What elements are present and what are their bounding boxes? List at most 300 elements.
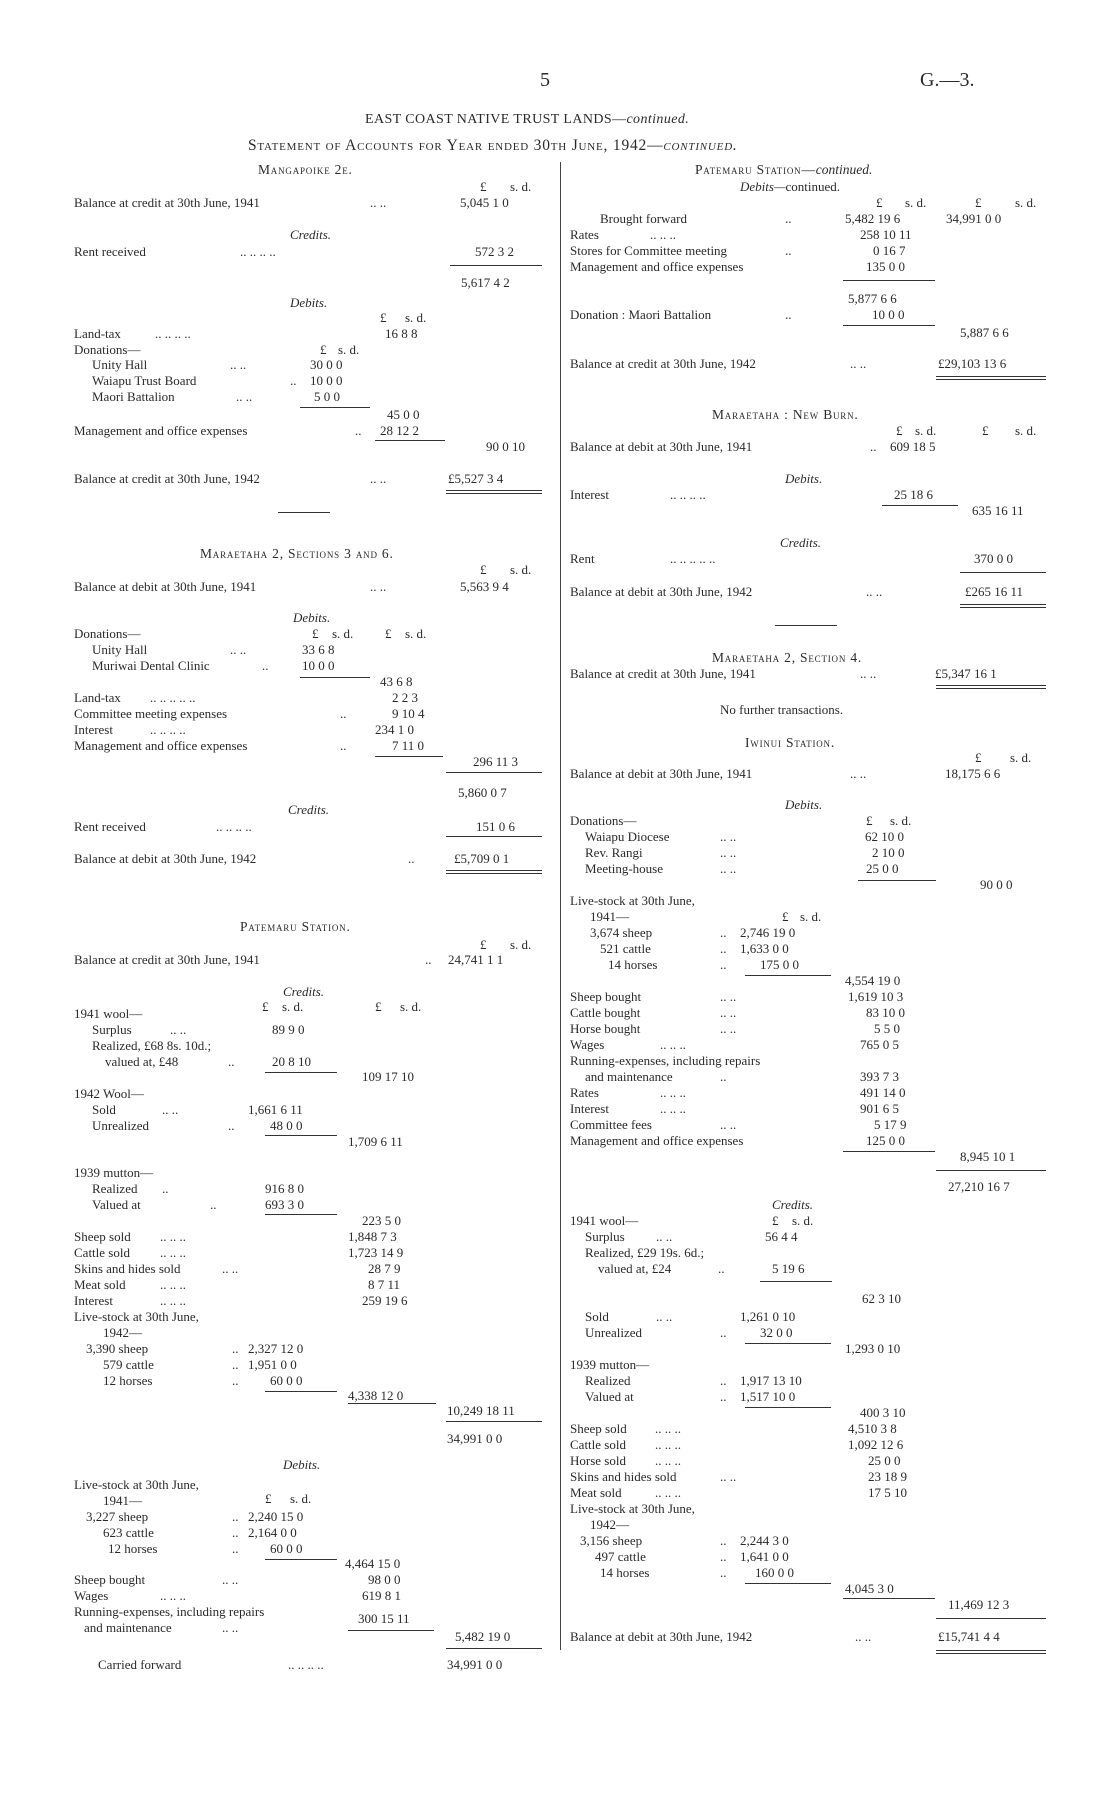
section-separator	[775, 625, 837, 626]
leader-dots: .. ..	[850, 356, 867, 371]
debits-total: 8,945 10 1	[960, 1149, 1016, 1164]
wool-1942-label: 1942 Wool—	[74, 1086, 144, 1101]
rule	[936, 376, 1046, 377]
rule	[936, 1170, 1046, 1171]
leader-dots: .. ..	[720, 1117, 737, 1132]
wages-label: Wages	[74, 1588, 109, 1603]
credits-heading: Credits.	[288, 802, 330, 817]
management-value: 135 0 0	[866, 259, 905, 274]
running-expenses-label: Running-expenses, including repairs	[570, 1053, 761, 1068]
rule	[936, 379, 1046, 380]
title-continued: continued.	[626, 112, 690, 127]
donations-label: Donations—	[570, 813, 637, 828]
header-pound: £	[876, 195, 883, 210]
land-tax-value: 16 8 8	[385, 326, 418, 341]
donations-pound: £	[320, 342, 327, 357]
heading-main: Patemaru Station—	[695, 162, 816, 177]
leader-dots: ..	[232, 1509, 239, 1524]
leader-dots: ..	[720, 1069, 727, 1084]
credits-heading: Credits.	[772, 1197, 814, 1212]
sheep-bought-value: 98 0 0	[368, 1572, 401, 1587]
leader-dots: .. .. .. ..	[150, 722, 186, 737]
balance-1941-value: 5,045 1 0	[460, 195, 509, 210]
document-title	[365, 113, 689, 127]
rent-value: 370 0 0	[974, 551, 1013, 566]
rule	[936, 1653, 1046, 1654]
debits-pound: £	[265, 1491, 272, 1506]
running-expenses-value: 300 15 11	[358, 1611, 410, 1626]
horse-sold-value: 25 0 0	[868, 1453, 901, 1468]
leader-dots: ..	[720, 941, 727, 956]
leader-dots: ..	[785, 211, 792, 226]
sub-heading-main: Debits—	[740, 179, 786, 194]
running-expenses-label-2: and maintenance	[585, 1069, 673, 1084]
rule	[858, 880, 936, 881]
livestock-cattle-label: 579 cattle	[103, 1357, 154, 1372]
leader-dots: ..	[785, 307, 792, 322]
running-expenses-label-2: and maintenance	[84, 1620, 172, 1635]
livestock-1941-label: Live-stock at 30th June,	[570, 893, 695, 908]
credits-total: 11,469 12 3	[948, 1597, 1010, 1612]
leader-dots: .. .. ..	[660, 1085, 686, 1100]
leader-dots: .. .. ..	[160, 1229, 186, 1244]
header-sd-2: s. d.	[1015, 423, 1037, 438]
rule	[300, 677, 370, 678]
leader-dots: .. ..	[170, 1022, 187, 1037]
donation-rev-rangi-label: Rev. Rangi	[585, 845, 643, 860]
donation-waiapu-diocese-value: 62 10 0	[865, 829, 904, 844]
leader-dots: ..	[232, 1373, 239, 1388]
surplus-label: Surplus	[92, 1022, 132, 1037]
livestock-horses-value: 60 0 0	[270, 1373, 303, 1388]
cls-horses-value: 160 0 0	[755, 1565, 794, 1580]
total: 5,887 6 6	[960, 325, 1009, 340]
leader-dots: ..	[162, 1181, 169, 1196]
leader-dots: .. ..	[162, 1102, 179, 1117]
leader-dots: ..	[232, 1525, 239, 1540]
donations-total: 43 6 8	[380, 674, 413, 689]
rule	[960, 607, 1046, 608]
leader-dots: .. ..	[860, 666, 877, 681]
header-sd: s. d.	[905, 195, 927, 210]
unrealized-value: 32 0 0	[760, 1325, 793, 1340]
leader-dots: .. ..	[720, 1469, 737, 1484]
livestock-sd: s. d.	[800, 909, 822, 924]
rent-received-value: 151 0 6	[476, 819, 515, 834]
management-label: Management and office expenses	[570, 259, 744, 274]
debits-pound: £	[312, 626, 319, 641]
rule	[265, 1391, 337, 1392]
leader-dots: ..	[408, 851, 415, 866]
header-pound: £	[975, 750, 982, 765]
rule	[446, 772, 542, 773]
leader-dots: .. ..	[720, 845, 737, 860]
header-sd: s. d.	[1010, 750, 1032, 765]
rule	[375, 440, 445, 441]
leader-dots: ..	[232, 1541, 239, 1556]
committee-expenses-label: Committee meeting expenses	[74, 706, 228, 721]
credits-pound-2: £	[375, 999, 382, 1014]
leader-dots: .. .. ..	[160, 1277, 186, 1292]
no-further-transactions: No further transactions.	[720, 702, 844, 717]
leader-dots: ..	[720, 1389, 727, 1404]
sold-label: Sold	[92, 1102, 116, 1117]
cattle-bought-label: Cattle bought	[570, 1005, 641, 1020]
dl-cattle-value: 2,164 0 0	[248, 1525, 297, 1540]
leader-dots: .. ..	[230, 642, 247, 657]
brought-forward-label: Brought forward	[600, 211, 688, 226]
sheep-bought-label: Sheep bought	[570, 989, 642, 1004]
mutton-valued-label: Valued at	[92, 1197, 141, 1212]
rent-label: Rent	[570, 551, 595, 566]
donation-unity-hall-value: 33 6 8	[302, 642, 335, 657]
sheep-sold-value: 1,848 7 3	[348, 1229, 397, 1244]
valued-label: valued at, £24	[598, 1261, 672, 1276]
livestock-sheep-label: 3,390 sheep	[86, 1341, 149, 1356]
dl-cattle-label: 623 cattle	[103, 1525, 154, 1540]
section-separator	[278, 512, 330, 513]
livestock-1942-label: Live-stock at 30th June,	[570, 1501, 695, 1516]
cls-sheep-label: 3,156 sheep	[580, 1533, 643, 1548]
balance-1941-value: 609 18 5	[890, 439, 936, 454]
leader-dots: .. .. ..	[660, 1101, 686, 1116]
document-subtitle	[248, 138, 738, 154]
dl-total: 4,464 15 0	[345, 1556, 401, 1571]
rule	[843, 1598, 935, 1599]
mutton-1939-label: 1939 mutton—	[74, 1165, 154, 1180]
credits-pound: £	[772, 1213, 779, 1228]
leader-dots: ..	[290, 373, 297, 388]
sheep-bought-value: 1,619 10 3	[848, 989, 904, 1004]
leader-dots: ..	[355, 423, 362, 438]
livestock-horses-label: 12 horses	[103, 1373, 153, 1388]
donations-label: Donations—	[74, 342, 141, 357]
cls-sheep-value: 2,244 3 0	[740, 1533, 789, 1548]
rent-received-label: Rent received	[74, 819, 146, 834]
leader-dots: ..	[720, 1549, 727, 1564]
credits-pound: £	[262, 999, 269, 1014]
cls-cattle-value: 1,641 0 0	[740, 1549, 789, 1564]
leader-dots: .. .. .. ..	[155, 326, 191, 341]
dl-sheep-label: 3,227 sheep	[86, 1509, 149, 1524]
interest-value: 25 18 6	[894, 487, 933, 502]
ls-total: 4,554 19 0	[845, 973, 901, 988]
debits-heading: Debits.	[290, 295, 328, 310]
leader-dots: ..	[232, 1357, 239, 1372]
rule	[745, 1407, 831, 1408]
debits-total: 5,482 19 0	[455, 1629, 511, 1644]
sheep-sold-value: 4,510 3 8	[848, 1421, 897, 1436]
valued-value: 5 19 6	[772, 1261, 805, 1276]
rates-label: Rates	[570, 227, 599, 242]
donation-muriwai-label: Muriwai Dental Clinic	[92, 658, 210, 673]
rule	[348, 1630, 434, 1631]
balance-1942-value: £5,709 0 1	[454, 851, 510, 866]
balance-1941-label: Balance at debit at 30th June, 1941	[570, 766, 753, 781]
donations-sd: s. d.	[338, 342, 360, 357]
debits-heading: Debits.	[293, 610, 331, 625]
dl-sheep-value: 2,240 15 0	[248, 1509, 304, 1524]
rent-received-value: 572 3 2	[475, 244, 514, 259]
surplus-value: 89 9 0	[272, 1022, 305, 1037]
donation-meeting-house-label: Meeting-house	[585, 861, 663, 876]
balance-1941-value: 24,741 1 1	[448, 952, 504, 967]
cattle-bought-value: 83 10 0	[866, 1005, 905, 1020]
leader-dots: .. .. ..	[660, 1037, 686, 1052]
mutton-realized-value: 916 8 0	[265, 1181, 304, 1196]
header-pound: £	[896, 423, 903, 438]
sub-heading	[740, 180, 840, 193]
subtotal: 27,210 16 7	[948, 1179, 1010, 1194]
debits-pound: £	[380, 310, 387, 325]
rule	[348, 1403, 436, 1404]
mutton-1939-label: 1939 mutton—	[570, 1357, 650, 1372]
header-pound-2: £	[982, 423, 989, 438]
land-tax-value: 2 2 3	[392, 690, 418, 705]
rule	[446, 1421, 542, 1422]
rule	[265, 1214, 337, 1215]
leader-dots: ..	[232, 1341, 239, 1356]
rule	[936, 688, 1046, 689]
donation-waiapu-value: 10 0 0	[310, 373, 343, 388]
heading-continued: continued.	[815, 162, 873, 177]
leader-dots: .. .. ..	[160, 1293, 186, 1308]
debits-sd: s. d.	[332, 626, 354, 641]
interest-label: Interest	[570, 487, 609, 502]
section-heading-new-burn: Maraetaha : New Burn.	[712, 407, 859, 422]
wool-1941-label: 1941 wool—	[570, 1213, 639, 1228]
subtotal: 635 16 11	[972, 503, 1024, 518]
livestock-1942-label: Live-stock at 30th June,	[74, 1309, 199, 1324]
interest-label: Interest	[570, 1101, 609, 1116]
balance-1942-value: £29,103 13 6	[938, 356, 1007, 371]
balance-1942-label: Balance at debit at 30th June, 1942	[570, 584, 753, 599]
donation-muriwai-value: 10 0 0	[302, 658, 335, 673]
leader-dots: .. .. .. .. ..	[150, 690, 196, 705]
donation-unity-hall-value: 30 0 0	[310, 357, 343, 372]
balance-1942-label: Balance at credit at 30th June, 1942	[74, 471, 260, 486]
management-label: Management and office expenses	[570, 1133, 744, 1148]
credits-total: 10,249 18 11	[447, 1403, 515, 1418]
leader-dots: .. ..	[370, 471, 387, 486]
dl-horses-label: 12 horses	[108, 1541, 158, 1556]
donations-label: Donations—	[74, 626, 141, 641]
header-sd-2: s. d.	[1015, 195, 1037, 210]
leader-dots: .. .. ..	[655, 1421, 681, 1436]
donations-total: 90 0 0	[980, 877, 1013, 892]
management-value: 28 12 2	[380, 423, 419, 438]
leader-dots: ..	[720, 925, 727, 940]
stores-label: Stores for Committee meeting	[570, 243, 728, 258]
mutton-realized-label: Realized	[585, 1373, 631, 1388]
rent-received-label: Rent received	[74, 244, 146, 259]
leader-dots: .. ..	[720, 1005, 737, 1020]
balance-1941-label: Balance at credit at 30th June, 1941	[74, 952, 260, 967]
ls-horses-label: 14 horses	[608, 957, 658, 972]
unrealized-label: Unrealized	[585, 1325, 643, 1340]
rule	[265, 1135, 337, 1136]
stores-value: 0 16 7	[873, 243, 906, 258]
meat-sold-value: 17 5 10	[868, 1485, 907, 1500]
mutton-valued-label: Valued at	[585, 1389, 634, 1404]
leader-dots: .. ..	[720, 861, 737, 876]
cls-cattle-label: 497 cattle	[595, 1549, 646, 1564]
leader-dots: ..	[228, 1118, 235, 1133]
rule	[446, 1648, 542, 1649]
sold-total: 1,293 0 10	[845, 1341, 901, 1356]
debits-heading: Debits.	[283, 1457, 321, 1472]
unrealized-value: 48 0 0	[270, 1118, 303, 1133]
valued-value: 20 8 10	[272, 1054, 311, 1069]
brought-forward-value-2: 34,991 0 0	[946, 211, 1002, 226]
rule	[843, 325, 935, 326]
ls-cattle-label: 521 cattle	[600, 941, 651, 956]
balance-1941-label: Balance at debit at 30th June, 1941	[74, 579, 257, 594]
debits-total: 296 11 3	[473, 754, 519, 769]
dl-horses-value: 60 0 0	[270, 1541, 303, 1556]
leader-dots: .. .. ..	[160, 1245, 186, 1260]
management-value: 7 11 0	[392, 738, 425, 753]
unrealized-label: Unrealized	[92, 1118, 150, 1133]
sold-value: 1,661 6 11	[248, 1102, 303, 1117]
leader-dots: .. ..	[866, 584, 883, 599]
interest-value: 234 1 0	[375, 722, 414, 737]
header-pound: £	[480, 937, 487, 952]
cls-horses-label: 14 horses	[600, 1565, 650, 1580]
wool-1942-total: 1,709 6 11	[348, 1134, 403, 1149]
balance-1941-label: Balance at credit at 30th June, 1941	[570, 666, 756, 681]
leader-dots: ..	[785, 243, 792, 258]
skins-hides-value: 23 18 9	[868, 1469, 907, 1484]
debits-sd: s. d.	[405, 310, 427, 325]
credits-heading: Credits.	[780, 535, 822, 550]
committee-expenses-value: 9 10 4	[392, 706, 425, 721]
section-heading-maraetaha-4: Maraetaha 2, Section 4.	[712, 650, 863, 665]
leader-dots: .. .. .. .. ..	[670, 551, 716, 566]
mutton-valued-value: 693 3 0	[265, 1197, 304, 1212]
sheep-bought-label: Sheep bought	[74, 1572, 146, 1587]
section-heading-patemaru: Patemaru Station.	[240, 919, 351, 934]
leader-dots: ..	[210, 1197, 217, 1212]
subtitle-main: Statement of Accounts for Year ended 30th June, 1942—	[248, 137, 664, 154]
debits-heading: Debits.	[785, 797, 823, 812]
valued-label: valued at, £48	[105, 1054, 179, 1069]
ls-sheep-value: 2,746 19 0	[740, 925, 796, 940]
subtotal: 34,991 0 0	[447, 1431, 503, 1446]
header-sd: s. d.	[915, 423, 937, 438]
leader-dots: ..	[720, 1533, 727, 1548]
wool-total: 62 3 10	[862, 1291, 901, 1306]
donation-waiapu-label: Waiapu Trust Board	[92, 373, 197, 388]
livestock-pound: £	[782, 909, 789, 924]
rule	[446, 490, 542, 491]
rule	[936, 1618, 1046, 1619]
debits-sd-2: s. d.	[405, 626, 427, 641]
leader-dots: ..	[720, 1373, 727, 1388]
leader-dots: ..	[720, 957, 727, 972]
livestock-sheep-value: 2,327 12 0	[248, 1341, 304, 1356]
horse-sold-label: Horse sold	[570, 1453, 626, 1468]
donation-label: Donation : Maori Battalion	[570, 307, 712, 322]
debits-sd: s. d.	[890, 813, 912, 828]
title-main: EAST COAST NATIVE TRUST LANDS—	[365, 112, 627, 127]
leader-dots: .. .. ..	[655, 1485, 681, 1500]
carried-forward-value: 34,991 0 0	[447, 1657, 503, 1672]
surplus-label: Surplus	[585, 1229, 625, 1244]
cattle-sold-label: Cattle sold	[74, 1245, 130, 1260]
leader-dots: .. .. ..	[160, 1588, 186, 1603]
leader-dots: ..	[340, 738, 347, 753]
management-label: Management and office expenses	[74, 423, 248, 438]
leader-dots: .. ..	[720, 1021, 737, 1036]
rule	[760, 1281, 832, 1282]
donation-maori-battalion-label: Maori Battalion	[92, 389, 175, 404]
interest-label: Interest	[74, 1293, 113, 1308]
management-value: 125 0 0	[866, 1133, 905, 1148]
header-sd: s. d.	[510, 562, 532, 577]
balance-1941-value: £5,347 16 1	[935, 666, 997, 681]
credits-heading: Credits.	[283, 984, 325, 999]
livestock-1941-label: Live-stock at 30th June,	[74, 1477, 199, 1492]
leader-dots: ..	[720, 1565, 727, 1580]
rule	[446, 873, 542, 874]
leader-dots: .. ..	[855, 1629, 872, 1644]
meat-sold-value: 8 7 11	[368, 1277, 401, 1292]
horse-bought-label: Horse bought	[570, 1021, 641, 1036]
subtotal: 5,877 6 6	[848, 291, 897, 306]
paper-code: G.—3.	[920, 69, 975, 91]
wages-value: 619 8 1	[362, 1588, 401, 1603]
balance-1941-label: Balance at debit at 30th June, 1941	[570, 439, 753, 454]
rule	[300, 407, 370, 408]
donations-total: 45 0 0	[387, 407, 420, 422]
realized-label: Realized, £68 8s. 10d.;	[92, 1038, 212, 1053]
section-heading-mangapoike: Mangapoike 2e.	[258, 162, 353, 177]
balance-1942-value: £5,527 3 4	[448, 471, 504, 486]
skins-hides-value: 28 7 9	[368, 1261, 401, 1276]
leader-dots: .. ..	[370, 579, 387, 594]
meat-sold-label: Meat sold	[570, 1485, 622, 1500]
skins-hides-label: Skins and hides sold	[570, 1469, 677, 1484]
rule	[265, 1072, 337, 1073]
ls-cattle-value: 1,633 0 0	[740, 941, 789, 956]
mutton-realized-value: 1,917 13 10	[740, 1373, 802, 1388]
interest-value: 259 19 6	[362, 1293, 408, 1308]
section-heading-maraetaha-3-6: Maraetaha 2, Sections 3 and 6.	[200, 546, 394, 561]
cattle-sold-value: 1,723 14 9	[348, 1245, 404, 1260]
header-pound: £	[480, 562, 487, 577]
leader-dots: .. ..	[656, 1229, 673, 1244]
leader-dots: ..	[262, 658, 269, 673]
leader-dots: .. ..	[222, 1261, 239, 1276]
interest-value: 901 6 5	[860, 1101, 899, 1116]
committee-fees-value: 5 17 9	[874, 1117, 907, 1132]
rule	[843, 280, 935, 281]
land-tax-label: Land-tax	[74, 690, 121, 705]
section-heading-patemaru-cont	[695, 163, 872, 177]
sub-heading-continued: continued.	[785, 179, 841, 194]
rule	[882, 505, 958, 506]
mutton-realized-label: Realized	[92, 1181, 138, 1196]
donation-maori-battalion-value: 5 0 0	[314, 389, 340, 404]
rates-value: 258 10 11	[860, 227, 912, 242]
ls-sheep-label: 3,674 sheep	[590, 925, 653, 940]
management-label: Management and office expenses	[74, 738, 248, 753]
mutton-total: 223 5 0	[362, 1213, 401, 1228]
mutton-total: 400 3 10	[860, 1405, 906, 1420]
leader-dots: ..	[340, 706, 347, 721]
rule	[265, 1559, 337, 1560]
